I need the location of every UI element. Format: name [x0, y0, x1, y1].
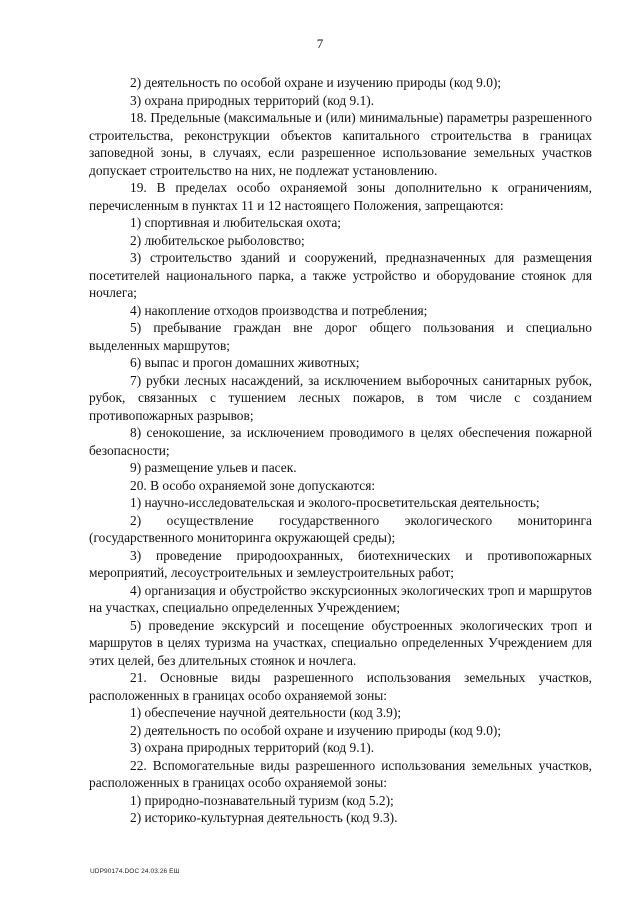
paragraph: 2) историко-культурная деятельность (код 9.3).	[130, 810, 398, 825]
paragraph: 2) деятельность по особой охране и изучению природы (код 9.0);	[130, 722, 502, 738]
paragraph: 1) обеспечение научной деятельности (код 3.9);	[130, 705, 402, 720]
paragraph: 1) природно-познавательный туризм (код 5.2);	[130, 792, 394, 808]
paragraph: 5) пребывание граждан вне дорог общего пользования и специально выделенных маршрутов;	[89, 320, 592, 353]
document-body	[89, 74, 592, 827]
paragraph: 9) размещение ульев и пасек.	[130, 460, 297, 475]
paragraph: 19. В пределах особо охраняемой зоны дополнительно к ограничениям, перечисленным в пунктах 11 и 12 настоящего Положения, запрещаются:	[89, 180, 592, 213]
paragraph: 4) организация и обустройство экскурсионных экологических троп и маршрутов на участках, специально определенных Учреждением;	[89, 582, 592, 615]
paragraph: 2) деятельность по особой охране и изучению природы (код 9.0);	[130, 75, 502, 90]
paragraph: 1) научно-исследовательская и эколого-просветительская деятельность;	[130, 495, 540, 510]
paragraph: 2) любительское рыболовство;	[130, 232, 305, 248]
page-number: 7	[316, 36, 324, 51]
paragraph: 1) спортивная и любительская охота;	[130, 215, 341, 230]
paragraph: 3) охрана природных территорий (код 9.1).	[130, 92, 375, 108]
paragraph: 2) осуществление государственного экологического мониторинга (государственного мониторинга окружающей среды);	[89, 512, 592, 545]
paragraph: 21. Основные виды разрешенного использования земельных участков, расположенных в границах особо охраняемой зоны:	[89, 670, 592, 703]
paragraph: 6) выпас и прогон домашних животных;	[130, 355, 360, 370]
paragraph: 3) строительство зданий и сооружений, предназначенных для размещения посетителей национального парка, а также устройство и оборудование стоянок для ночлега;	[89, 250, 592, 300]
paragraph: 20. В особо охраняемой зоне допускаются:	[130, 477, 376, 493]
paragraph: 18. Предельные (максимальные и (или) минимальные) параметры разрешенного строительства, реконструкции объектов капитального строительства в границах заповедной зоны, в случаях, если разрешенное использование земельных участков допускает строительство на них, не подлежат установлению.	[89, 110, 592, 178]
paragraph: 7) рубки лесных насаждений, за исключением выборочных санитарных рубок, рубок, связанных с тушением лесных пожаров, в том числе с созданием противопожарных разрывов;	[89, 372, 592, 423]
paragraph: 8) сенокошение, за исключением проводимого в целях обеспечения пожарной безопасности;	[89, 425, 592, 458]
paragraph: 22. Вспомогательные виды разрешенного использования земельных участков, расположенных в границах особо охраняемой зоны:	[89, 757, 592, 790]
paragraph: 4) накопление отходов производства и потребления;	[130, 302, 428, 318]
paragraph: 5) проведение экскурсий и посещение обустроенных экологических троп и маршрутов в целях туризма на участках, специально определенных Учреждением для этих целей, без длительных стоянок и ночлега.	[89, 617, 592, 668]
paragraph: 3) проведение природоохранных, биотехнических и противопожарных мероприятий, лесоустроительных и землеустроительных работ;	[89, 547, 592, 580]
document-footer: UDP90174.DOC 24.03.26 ЕШ	[90, 868, 180, 875]
paragraph: 3) охрана природных территорий (код 9.1).	[130, 740, 375, 755]
